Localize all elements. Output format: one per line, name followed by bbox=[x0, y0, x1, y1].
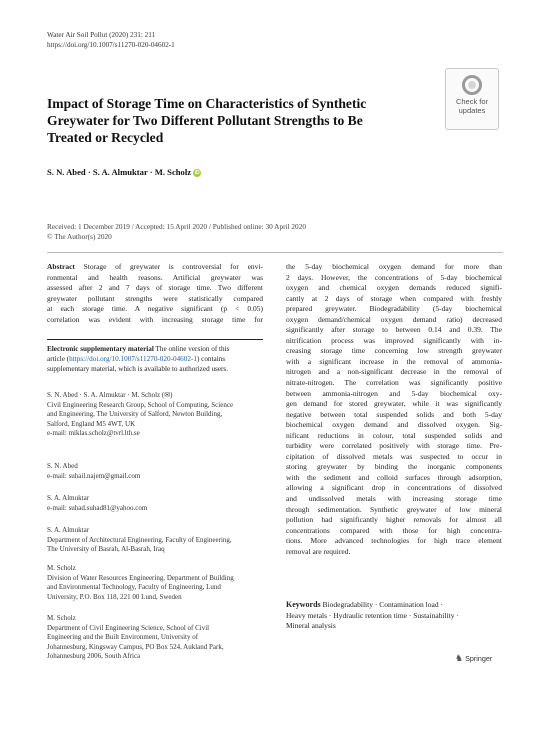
keywords-line: Mineral analysis bbox=[286, 621, 336, 630]
affiliation-line: S. N. Abed bbox=[47, 462, 78, 470]
esm-divider bbox=[47, 339, 263, 340]
badge-line1: Check for bbox=[455, 97, 489, 106]
abstract-line: the 5-day biochemical oxygen demand for more than bbox=[286, 262, 502, 271]
affiliation-block bbox=[47, 614, 263, 662]
publisher-name: Springer bbox=[465, 654, 493, 663]
affiliation-line: M. Scholz bbox=[47, 564, 76, 572]
abstract-line: turbidity were correlated positively with storage time. Pre- bbox=[286, 441, 502, 451]
affiliation-block bbox=[47, 462, 263, 481]
abstract-line: creasing storage time concerning low strength greywater bbox=[286, 346, 502, 356]
abstract-line: biochemical oxygen demand and dissolved oxygen. Sig- bbox=[286, 420, 502, 430]
abstract-line: with a significant increase in the removal of ammonia- bbox=[286, 356, 502, 366]
update-check-icon bbox=[462, 75, 482, 95]
affiliation-line: S. N. Abed · S. A. Almuktar · M. Scholz (✉) bbox=[47, 391, 173, 399]
affiliation-block bbox=[47, 564, 263, 602]
affiliation-line: Civil Engineering Research Group, School of Computing, Science bbox=[47, 400, 234, 409]
abstract-line: nitrification process was improved significantly with in- bbox=[286, 335, 502, 345]
abstract-line: greywater pollutant strengths were statistically compared bbox=[47, 293, 263, 303]
abstract-line: correlation was evident with increasing storage time for bbox=[47, 314, 263, 324]
affiliation-line: S. A. Almuktar bbox=[47, 494, 90, 502]
abstract-line: with the sediment and colloid surfaces through adsorption, bbox=[286, 472, 502, 482]
affiliation-line: M. Scholz bbox=[47, 614, 76, 622]
copyright: © The Author(s) 2020 bbox=[47, 232, 112, 241]
affiliation-line: Department of Civil Engineering Science, School of Civil bbox=[47, 623, 210, 632]
publisher-logo bbox=[455, 653, 492, 664]
abstract-line: nitrate-nitrogen. The correlation was significantly positive bbox=[286, 378, 502, 388]
email-link[interactable]: e-mail: suhad.suhad81@yahoo.com bbox=[47, 503, 148, 512]
abstract-line: allowing a significant drop in concentrations of dissolved bbox=[286, 483, 502, 493]
email-link[interactable]: e-mail: suhail.najem@gmail.com bbox=[47, 471, 141, 480]
abstract-line: removal are required. bbox=[286, 546, 351, 556]
abstract-line: prepared greywater. Biodegradability (5-day biochemical bbox=[286, 304, 502, 314]
abstract-line: cipitation of dissolved metals was suspected to occur in bbox=[286, 451, 502, 461]
abstract-line: through sedimentation. Synthetic greywater of low mineral bbox=[286, 504, 502, 514]
abstract-line: assessed after 2 and 7 days of storage time. Two different bbox=[47, 283, 263, 293]
abstract-right-column bbox=[286, 262, 502, 557]
author-names: S. N. Abed · S. A. Almuktar · M. Scholz bbox=[47, 167, 192, 177]
esm-doi-link[interactable]: https://doi.org/10.1007/s11270-020-04602-1 bbox=[69, 355, 197, 363]
affiliation-line: Johannesburg 2006, South Africa bbox=[47, 652, 141, 661]
abstract-line: Abstract Storage of greywater is controversial for envi- bbox=[47, 262, 263, 271]
author-list bbox=[47, 167, 201, 177]
abstract-line: negative between total suspended solids and both 5-day bbox=[286, 409, 502, 419]
abstract-line: nitrogen and a non-significant decrease in the removal of bbox=[286, 367, 502, 377]
badge-line2: updates bbox=[458, 106, 486, 115]
affiliation-line: University, P.O. Box 118, 221 00 Lund, Sweden bbox=[47, 592, 182, 601]
check-for-updates-badge[interactable] bbox=[445, 68, 499, 130]
history-dates: Received: 1 December 2019 / Accepted: 15 April 2020 / Published online: 30 April 2020 bbox=[47, 222, 306, 231]
publication-dates bbox=[47, 222, 306, 242]
orcid-icon[interactable]: iD bbox=[194, 170, 200, 176]
title-line: Treated or Recycled bbox=[47, 130, 164, 145]
affiliation-line: Johannesburg, Kingsway Campus, PO Box 524, Aukland Park, bbox=[47, 642, 224, 651]
affiliation-block bbox=[47, 494, 263, 513]
abstract-left-column bbox=[47, 262, 263, 325]
affiliation-line: and Engineering, The University of Salford, Newton Building, bbox=[47, 410, 223, 419]
title-line: Impact of Storage Time on Characteristics of Synthetic bbox=[47, 96, 367, 111]
springer-horse-icon: ♞ bbox=[455, 653, 464, 663]
email-link[interactable]: e-mail: miklas.scholz@tvrl.lth.se bbox=[47, 429, 140, 438]
abstract-line: oxygen demand/chemical oxygen demand ratio) decreased bbox=[286, 314, 502, 324]
abstract-line: storing greywater by binding the inorganic components bbox=[286, 462, 502, 472]
affiliation-line: Engineering and the Built Environment, University of bbox=[47, 633, 199, 642]
title-line: Greywater for Two Different Pollutant Strengths to Be bbox=[47, 113, 363, 128]
affiliation-line: Department of Architectural Engineering, Faculty of Engineering, bbox=[47, 535, 232, 544]
journal-citation: Water Air Soil Pollut (2020) 231: 211 bbox=[47, 31, 156, 39]
affiliation-line: S. A. Almuktar bbox=[47, 526, 90, 534]
abstract-heading: Abstract bbox=[47, 262, 75, 271]
abstract-line: between ammonia-nitrogen and 5-day biochemical oxy- bbox=[286, 388, 502, 398]
abstract-line: 2 days. However, the concentrations of 5-day biochemical bbox=[286, 272, 502, 282]
journal-header bbox=[47, 30, 175, 50]
affiliation-block bbox=[47, 391, 263, 439]
abstract-line: oxygen and chemical oxygen demands reduced signifi- bbox=[286, 283, 502, 293]
affiliation-line: and Environmental Technology, Faculty of Engineering, Lund bbox=[47, 583, 221, 592]
abstract-line: concentrations compared with those for high concentra- bbox=[286, 525, 502, 535]
abstract-line: significantly after storage to between 0.14 and 0.39. The bbox=[286, 325, 502, 335]
abstract-line: ronmental and health reasons. Artificial greywater was bbox=[47, 272, 263, 282]
abstract-line: at each storage time. A negative significant (p < 0.05) bbox=[47, 304, 263, 314]
abstract-line: cantly at 2 days of storage when compared with freshly bbox=[286, 293, 502, 303]
header-divider bbox=[47, 252, 503, 253]
abstract-line: tions. More advanced technologies for high trace element bbox=[286, 536, 502, 546]
keywords-line: Heavy metals · Hydraulic retention time · Sustainability · bbox=[286, 610, 459, 620]
supplementary-material-note: Electronic supplementary material The online version of this article (https://doi.org/10.1007/s11270-020-04602-1) contains supplementary material, which is available to authorized users. bbox=[47, 345, 230, 373]
abstract-line: nificant reductions in colour, total suspended solids and bbox=[286, 430, 502, 440]
esm-heading: Electronic supplementary material bbox=[47, 345, 154, 353]
abstract-line: and undissolved metals with increasing storage time bbox=[286, 494, 502, 504]
journal-doi[interactable]: https://doi.org/10.1007/s11270-020-04602-1 bbox=[47, 41, 175, 49]
abstract-line: gen demand for stored greywater, while it was significantly bbox=[286, 399, 502, 409]
abstract-line: pollution had significantly higher removals for almost all bbox=[286, 515, 502, 525]
affiliation-line: Salford, England M5 4WT, UK bbox=[47, 419, 136, 428]
affiliation-line: The University of Basrah, Al-Basrah, Iraq bbox=[47, 545, 165, 554]
affiliation-line: Division of Water Resources Engineering, Department of Building bbox=[47, 573, 234, 582]
affiliation-block bbox=[47, 526, 263, 555]
article-title bbox=[47, 95, 417, 146]
keywords-heading: Keywords bbox=[286, 600, 321, 609]
keywords-section: Keywords Biodegradability · Contamination load · Heavy metals · Hydraulic retention time · Sustainability · Mineral analysis bbox=[286, 600, 502, 632]
